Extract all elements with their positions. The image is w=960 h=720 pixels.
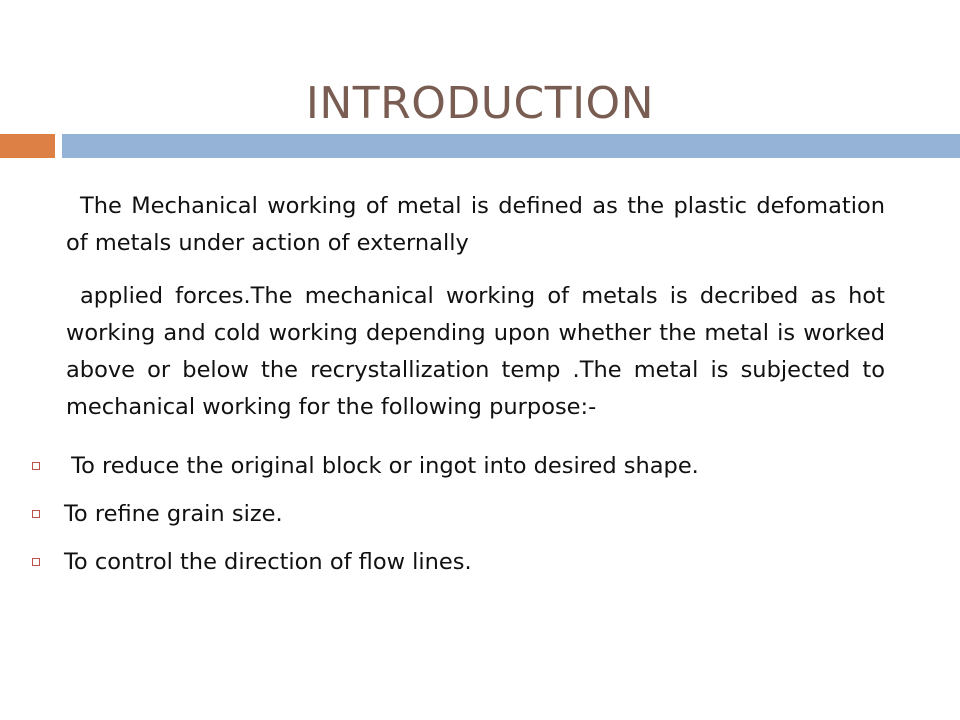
paragraph-definition: The Mechanical working of metal is defined as the plastic defomation of metals under action of externally bbox=[66, 193, 885, 256]
hollow-square-icon bbox=[32, 462, 40, 470]
slide-title: INTRODUCTION bbox=[305, 78, 655, 129]
purpose-list bbox=[30, 442, 910, 586]
paragraph-hot-cold-working: applied forces.The mechanical working of metals is decribed as hot working and cold working depending upon whether the metal is worked above or below the recrystallization temp .The metal is subjected to mechanical working for the following purpose:- bbox=[66, 283, 885, 420]
list-item-text: To control the direction of flow lines. bbox=[64, 549, 472, 575]
list-item bbox=[30, 538, 910, 586]
title-divider-bar bbox=[62, 134, 960, 158]
hollow-square-icon bbox=[32, 510, 40, 518]
list-item-text: To refine grain size. bbox=[64, 501, 283, 527]
title-accent-bar bbox=[0, 134, 55, 158]
slide-body bbox=[30, 188, 910, 586]
list-item-text: To reduce the original block or ingot into desired shape. bbox=[64, 453, 699, 479]
list-item bbox=[30, 490, 910, 538]
hollow-square-icon bbox=[32, 558, 40, 566]
list-item bbox=[30, 442, 910, 490]
